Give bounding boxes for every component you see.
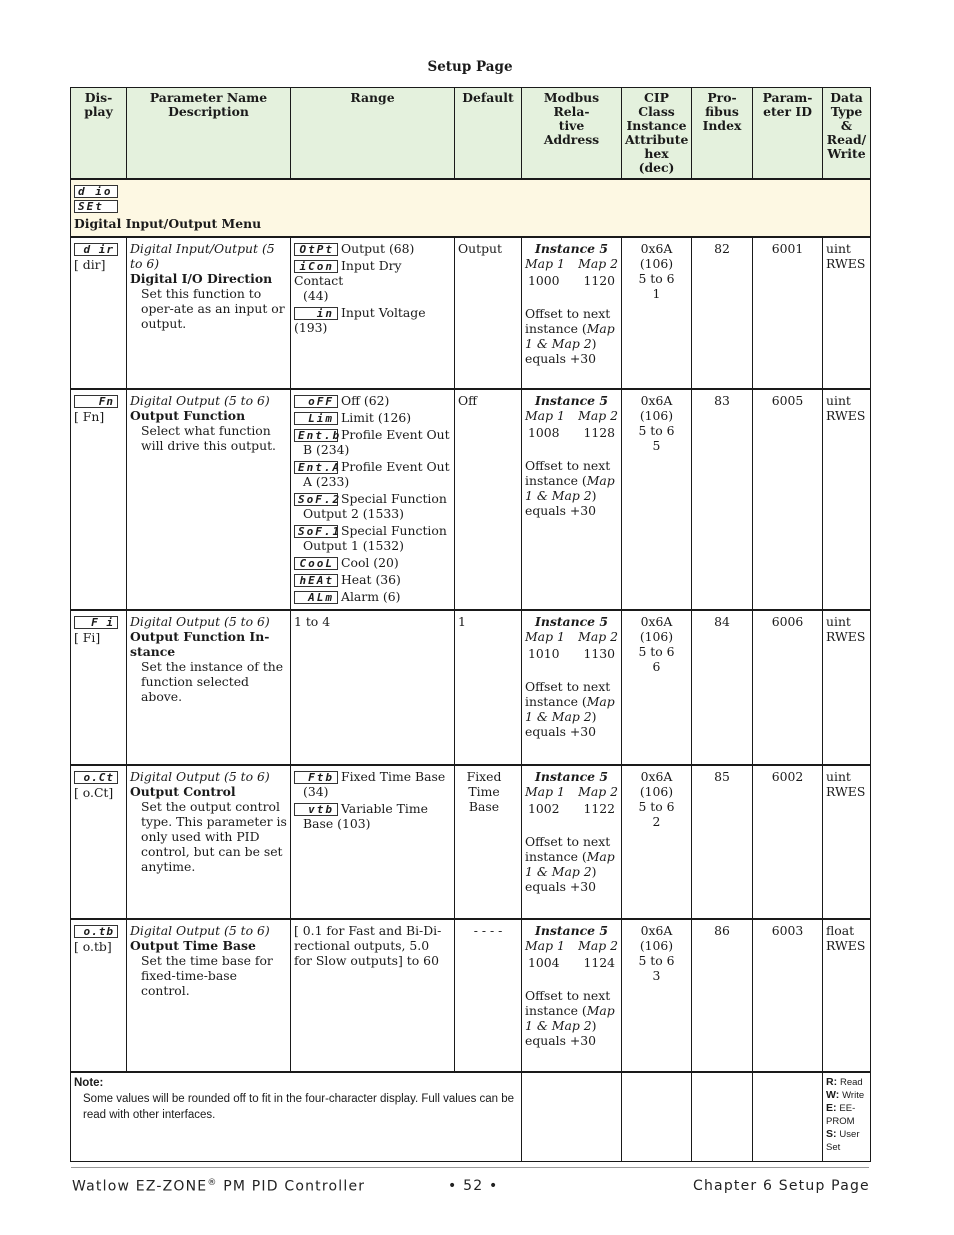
header-data-type: Data Type & Read/ Write — [823, 88, 871, 180]
data-type-cell — [823, 765, 871, 919]
option-label: Variable Time — [341, 801, 428, 816]
range-cell — [291, 237, 455, 389]
lcd-option: vtb — [294, 803, 338, 816]
footer-left — [72, 1178, 365, 1195]
default-cell — [455, 389, 522, 610]
lcd-display: Fn — [74, 395, 118, 408]
option-label: Heat (36) — [341, 572, 401, 587]
default-value: Fixed Time Base — [466, 769, 502, 814]
data-type: uint — [826, 241, 851, 256]
parameter-row — [71, 919, 871, 1072]
modbus-cell — [522, 610, 622, 765]
param-name-cell — [127, 765, 291, 919]
map-values — [525, 799, 618, 816]
parameter-row — [71, 237, 871, 389]
offset-maps: Map 1 & Map 2 — [525, 1003, 615, 1033]
param-name-cell — [127, 610, 291, 765]
lcd-option: iCon — [294, 260, 338, 273]
map1-value: 1004 — [528, 955, 560, 970]
option-label-cont: (44) — [303, 288, 329, 303]
data-type: uint — [826, 614, 851, 629]
display-abbr: [ o.tb] — [74, 939, 112, 954]
offset-note: Offset to next instance (Map 1 & Map 2) equals +30 — [525, 834, 615, 894]
footer-page-number: • 52 • — [448, 1178, 499, 1194]
range-option — [294, 305, 451, 335]
param-desc: Set the instance of the function selected above. — [141, 659, 284, 704]
modbus-cell — [522, 237, 622, 389]
cip-cell — [622, 610, 692, 765]
range-cell — [291, 389, 455, 610]
note-label: Note: — [74, 1077, 104, 1089]
option-label: Off (62) — [341, 393, 390, 408]
map2-value: 1130 — [583, 646, 615, 661]
default-value: Off — [458, 393, 477, 408]
lcd-option: Ent.A — [294, 461, 338, 474]
read-write: RWES — [826, 256, 866, 271]
range-cell — [291, 610, 455, 765]
range-option — [294, 258, 451, 303]
param-desc: Set this function to oper-ate as an input or output. — [141, 286, 285, 331]
range-option — [294, 801, 451, 831]
range-option — [294, 393, 451, 408]
parameter-id: 6002 — [753, 765, 823, 919]
map1-label: Map 1 — [525, 408, 565, 423]
map1-label: Map 1 — [525, 938, 565, 953]
legend-item — [826, 1089, 867, 1102]
offset-maps: Map 1 & Map 2 — [525, 473, 615, 503]
display-cell — [71, 919, 127, 1072]
lcd-option: Ent.b — [294, 429, 338, 442]
note-empty-cell — [522, 1072, 622, 1162]
map1-label: Map 1 — [525, 784, 565, 799]
lcd-display: o.Ct — [74, 771, 118, 784]
param-desc: Set the time base for fixed-time-base control. — [141, 953, 273, 998]
param-context: Digital Output (5 to 6) — [130, 393, 270, 408]
cip-cell — [622, 919, 692, 1072]
data-type: uint — [826, 769, 851, 784]
default-cell — [455, 765, 522, 919]
display-cell — [71, 237, 127, 389]
display-cell — [71, 765, 127, 919]
parameter-table — [70, 87, 871, 1162]
footer-product-rest: PM PID Controller — [217, 1178, 366, 1195]
profibus-index: 85 — [692, 765, 753, 919]
option-label-cont: B (234) — [303, 442, 350, 457]
legend-key: W: — [826, 1089, 843, 1101]
cip-value: 5 — [652, 438, 661, 453]
menu-title: Digital Input/Output Menu — [74, 216, 262, 231]
offset-maps: Map 1 & Map 2 — [525, 849, 615, 879]
instance-label: Instance 5 — [535, 614, 608, 629]
lcd-option: SoF.2 — [294, 493, 338, 506]
offset-note: Offset to next instance (Map 1 & Map 2) equals +30 — [525, 679, 615, 739]
modbus-cell — [522, 389, 622, 610]
range-option — [294, 427, 451, 457]
option-label: Special Function — [341, 523, 447, 538]
lcd-option: CooL — [294, 557, 338, 570]
map1-label: Map 1 — [525, 256, 565, 271]
header-default: Default — [455, 88, 522, 180]
modbus-cell — [522, 919, 622, 1072]
profibus-index: 84 — [692, 610, 753, 765]
option-label: Cool (20) — [341, 555, 399, 570]
header-modbus: Modbus Rela- tive Address — [522, 88, 622, 180]
param-desc: Select what function will drive this output. — [141, 423, 276, 453]
map-labels — [525, 256, 618, 271]
read-write: RWES — [826, 784, 866, 799]
map2-label: Map 2 — [578, 938, 618, 953]
parameter-row — [71, 765, 871, 919]
header-display: Dis- play — [71, 88, 127, 180]
rw-legend — [823, 1072, 871, 1162]
offset-maps: Map 1 & Map 2 — [525, 321, 615, 351]
range-option — [294, 410, 451, 425]
lcd-option: OtPt — [294, 243, 338, 256]
legend-key: E: — [826, 1102, 840, 1114]
parameter-id: 6003 — [753, 919, 823, 1072]
default-value: Output — [458, 241, 503, 256]
instance-label: Instance 5 — [535, 393, 608, 408]
cip-cell — [622, 389, 692, 610]
header-param-id: Param- eter ID — [753, 88, 823, 180]
map-labels — [525, 784, 618, 799]
option-label: Output (68) — [341, 241, 415, 256]
legend-key: R: — [826, 1076, 840, 1088]
footer-chapter: Chapter 6 Setup Page — [693, 1178, 870, 1194]
display-abbr: [ dir] — [74, 257, 106, 272]
lcd-option: SoF.1 — [294, 525, 338, 538]
map-labels — [525, 629, 618, 644]
header-param-name: Parameter Name Description — [127, 88, 291, 180]
cip-value: 0x6A (106) — [639, 241, 674, 271]
header-cip: CIP Class Instance Attribute hex (dec) — [622, 88, 692, 180]
lcd-display: F i — [74, 616, 118, 629]
cip-value: 3 — [652, 968, 661, 983]
cip-cell — [622, 765, 692, 919]
cip-value: 5 to 6 — [638, 423, 675, 438]
cip-value: 0x6A (106) — [639, 923, 674, 953]
map2-value: 1120 — [583, 273, 615, 288]
param-name-cell — [127, 237, 291, 389]
lcd-menu-line2: SEt — [74, 200, 118, 213]
footer-reg: ® — [207, 1178, 218, 1188]
param-name: Output Function — [130, 408, 246, 423]
cip-cell — [622, 237, 692, 389]
lcd-display: o.tb — [74, 925, 118, 938]
offset-note: Offset to next instance (Map 1 & Map 2) equals +30 — [525, 306, 615, 366]
instance-label: Instance 5 — [535, 241, 608, 256]
param-desc: Set the output control type. This parameter is only used with PID control, but can be set anytime. — [141, 799, 287, 874]
data-type-cell — [823, 237, 871, 389]
lcd-option: Ftb — [294, 771, 338, 784]
header-range: Range — [291, 88, 455, 180]
range-cell — [291, 919, 455, 1072]
map2-value: 1124 — [583, 955, 615, 970]
option-label: Special Function — [341, 491, 447, 506]
param-name: Output Time Base — [130, 938, 256, 953]
option-label-cont: Output 1 (1532) — [303, 538, 404, 553]
parameter-id: 6005 — [753, 389, 823, 610]
map1-value: 1008 — [528, 425, 560, 440]
data-type-cell — [823, 389, 871, 610]
lcd-option: hEAt — [294, 574, 338, 587]
option-label-cont: (34) — [303, 784, 329, 799]
parameter-id: 6006 — [753, 610, 823, 765]
legend-value: EE-PROM — [826, 1103, 856, 1127]
display-cell — [71, 389, 127, 610]
profibus-index: 83 — [692, 389, 753, 610]
instance-label: Instance 5 — [535, 923, 608, 938]
map-values — [525, 644, 618, 661]
cip-value: 5 to 6 — [638, 644, 675, 659]
option-label: Limit (126) — [341, 410, 412, 425]
header-row — [71, 88, 871, 180]
default-value: - - - - — [473, 923, 503, 938]
menu-row — [71, 179, 871, 237]
map2-label: Map 2 — [578, 784, 618, 799]
cip-value: 6 — [652, 659, 661, 674]
range-cell — [291, 765, 455, 919]
data-type: float — [826, 923, 855, 938]
range-text: [ 0.1 for Fast and Bi-Di-rectional outputs, 5.0 for Slow outputs] to 60 — [294, 923, 442, 968]
data-type-cell — [823, 610, 871, 765]
map1-value: 1000 — [528, 273, 560, 288]
legend-value: User Set — [826, 1129, 860, 1153]
read-write: RWES — [826, 629, 866, 644]
option-label: Profile Event Out — [341, 427, 450, 442]
param-name: Digital I/O Direction — [130, 271, 273, 286]
parameter-row — [71, 389, 871, 610]
option-label: Input Dry Contact — [294, 258, 402, 288]
legend-value: Write — [842, 1090, 865, 1101]
legend-item — [826, 1076, 867, 1089]
cip-value: 5 to 6 — [638, 799, 675, 814]
page-title: Setup Page — [427, 59, 513, 75]
option-label-cont: Output 2 (1533) — [303, 506, 404, 521]
lcd-display: d ir — [74, 243, 118, 256]
cip-value: 1 — [652, 286, 661, 301]
note-empty-cell — [622, 1072, 692, 1162]
display-abbr: [ o.Ct] — [74, 785, 114, 800]
cip-value: 0x6A (106) — [639, 614, 674, 644]
lcd-option: in — [294, 307, 338, 320]
footer-product: Watlow EZ-ZONE — [72, 1178, 208, 1195]
default-value: 1 — [458, 614, 466, 629]
note-row — [71, 1072, 871, 1162]
legend-item — [826, 1102, 867, 1128]
cip-value: 0x6A (106) — [639, 393, 674, 423]
range-option — [294, 589, 451, 604]
note-empty-cell — [753, 1072, 823, 1162]
profibus-index: 82 — [692, 237, 753, 389]
cip-value: 2 — [652, 814, 661, 829]
range-option — [294, 491, 451, 521]
cip-value: 5 to 6 — [638, 953, 675, 968]
lcd-option: oFF — [294, 395, 338, 408]
offset-note: Offset to next instance (Map 1 & Map 2) equals +30 — [525, 458, 615, 518]
map-labels — [525, 938, 618, 953]
header-profibus: Pro- fibus Index — [692, 88, 753, 180]
legend-key: S: — [826, 1128, 840, 1140]
lcd-option: ALm — [294, 591, 338, 604]
map2-value: 1122 — [583, 801, 615, 816]
map-values — [525, 423, 618, 440]
param-name: Output Control — [130, 784, 236, 799]
footer-rule — [71, 1167, 869, 1168]
display-cell — [71, 610, 127, 765]
map2-label: Map 2 — [578, 629, 618, 644]
display-abbr: [ Fn] — [74, 409, 105, 424]
option-label-cont: A (233) — [303, 474, 350, 489]
map2-label: Map 2 — [578, 256, 618, 271]
range-text: 1 to 4 — [294, 614, 331, 629]
range-option — [294, 769, 451, 799]
param-context: Digital Input/Output (5 to 6) — [130, 241, 275, 271]
map-values — [525, 271, 618, 288]
display-abbr: [ Fi] — [74, 630, 101, 645]
range-option — [294, 572, 451, 587]
cip-value: 0x6A (106) — [639, 769, 674, 799]
option-label: Input Voltage (193) — [294, 305, 426, 335]
default-cell — [455, 919, 522, 1072]
parameter-row — [71, 610, 871, 765]
option-label: Alarm (6) — [341, 589, 401, 604]
param-context: Digital Output (5 to 6) — [130, 923, 270, 938]
modbus-cell — [522, 765, 622, 919]
parameter-id: 6001 — [753, 237, 823, 389]
profibus-index: 86 — [692, 919, 753, 1072]
offset-note: Offset to next instance (Map 1 & Map 2) equals +30 — [525, 988, 615, 1048]
read-write: RWES — [826, 938, 866, 953]
map2-value: 1128 — [583, 425, 615, 440]
default-cell — [455, 237, 522, 389]
param-context: Digital Output (5 to 6) — [130, 769, 270, 784]
param-name: Output Function In-stance — [130, 629, 270, 659]
note-cell — [71, 1072, 522, 1162]
lcd-option: Lim — [294, 412, 338, 425]
instance-label: Instance 5 — [535, 769, 608, 784]
option-label: Fixed Time Base — [341, 769, 446, 784]
legend-value: Read — [840, 1077, 863, 1088]
note-empty-cell — [692, 1072, 753, 1162]
map-values — [525, 953, 618, 970]
data-type-cell — [823, 919, 871, 1072]
option-label-cont: Base (103) — [303, 816, 371, 831]
offset-maps: Map 1 & Map 2 — [525, 694, 615, 724]
option-label: Profile Event Out — [341, 459, 450, 474]
read-write: RWES — [826, 408, 866, 423]
map1-value: 1002 — [528, 801, 560, 816]
param-context: Digital Output (5 to 6) — [130, 614, 270, 629]
range-option — [294, 555, 451, 570]
param-name-cell — [127, 919, 291, 1072]
param-name-cell — [127, 389, 291, 610]
map2-label: Map 2 — [578, 408, 618, 423]
range-option — [294, 523, 451, 553]
legend-item — [826, 1128, 867, 1154]
range-option — [294, 459, 451, 489]
lcd-menu-line1: d io — [74, 185, 118, 198]
map1-value: 1010 — [528, 646, 560, 661]
data-type: uint — [826, 393, 851, 408]
default-cell — [455, 610, 522, 765]
cip-value: 5 to 6 — [638, 271, 675, 286]
range-option — [294, 241, 451, 256]
note-text: Some values will be rounded off to fit in the four-character display. Full values can be read with other interfaces. — [83, 1093, 515, 1121]
map-labels — [525, 408, 618, 423]
map1-label: Map 1 — [525, 629, 565, 644]
